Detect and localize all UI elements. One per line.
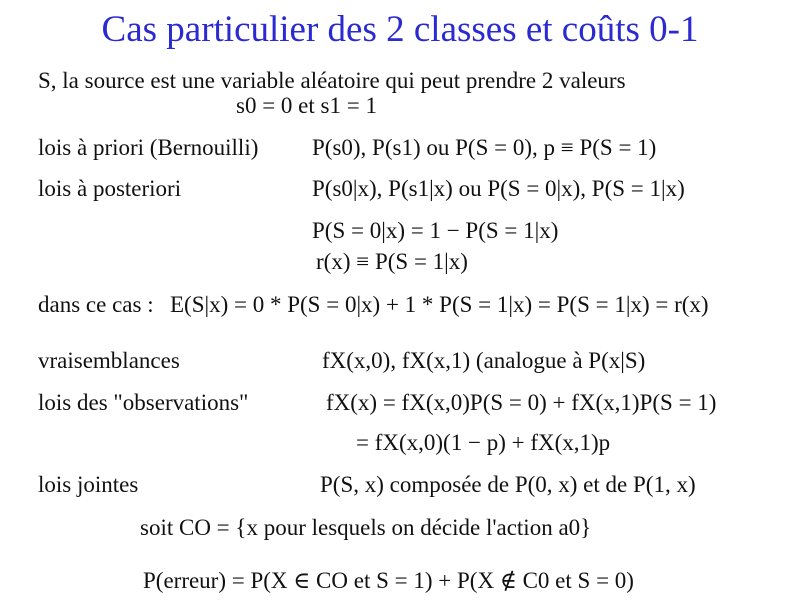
- case-label: dans ce cas :: [38, 292, 154, 317]
- posteriori-formula-1: P(s0|x), P(s1|x) ou P(S = 0|x), P(S = 1|x): [312, 176, 685, 201]
- source-values: s0 = 0 et s1 = 1: [236, 93, 377, 118]
- observations-label: lois des "observations": [38, 390, 249, 415]
- joint-formula: P(S, x) composée de P(0, x) et de P(1, x): [320, 472, 696, 497]
- posteriori-label: lois à posteriori: [38, 176, 182, 201]
- likelihood-label: vraisemblances: [38, 348, 180, 373]
- error-probability-formula: P(erreur) = P(X ∈ CO et S = 1) + P(X ∉ C0 et S = 0): [143, 568, 634, 593]
- likelihood-formula: fX(x,0), fX(x,1) (analogue à P(x|S): [322, 348, 646, 373]
- observations-formula-1: fX(x) = fX(x,0)P(S = 0) + fX(x,1)P(S = 1): [326, 390, 717, 415]
- joint-label: lois jointes: [38, 472, 139, 497]
- observations-formula-2: = fX(x,0)(1 − p) + fX(x,1)p: [356, 430, 611, 455]
- posteriori-formula-3: r(x) ≡ P(S = 1|x): [316, 249, 468, 274]
- slide-title: Cas particulier des 2 classes et coûts 0-1: [101, 9, 699, 50]
- decision-region-formula: soit CO = {x pour lesquels on décide l'action a0}: [140, 515, 592, 540]
- case-formula: E(S|x) = 0 * P(S = 0|x) + 1 * P(S = 1|x) = P(S = 1|x) = r(x): [170, 292, 709, 317]
- priori-formula: P(s0), P(s1) ou P(S = 0), p ≡ P(S = 1): [312, 135, 657, 160]
- source-definition: S, la source est une variable aléatoire qui peut prendre 2 valeurs: [38, 68, 626, 93]
- priori-label: lois à priori (Bernouilli): [38, 135, 259, 160]
- posteriori-formula-2: P(S = 0|x) = 1 − P(S = 1|x): [312, 218, 559, 243]
